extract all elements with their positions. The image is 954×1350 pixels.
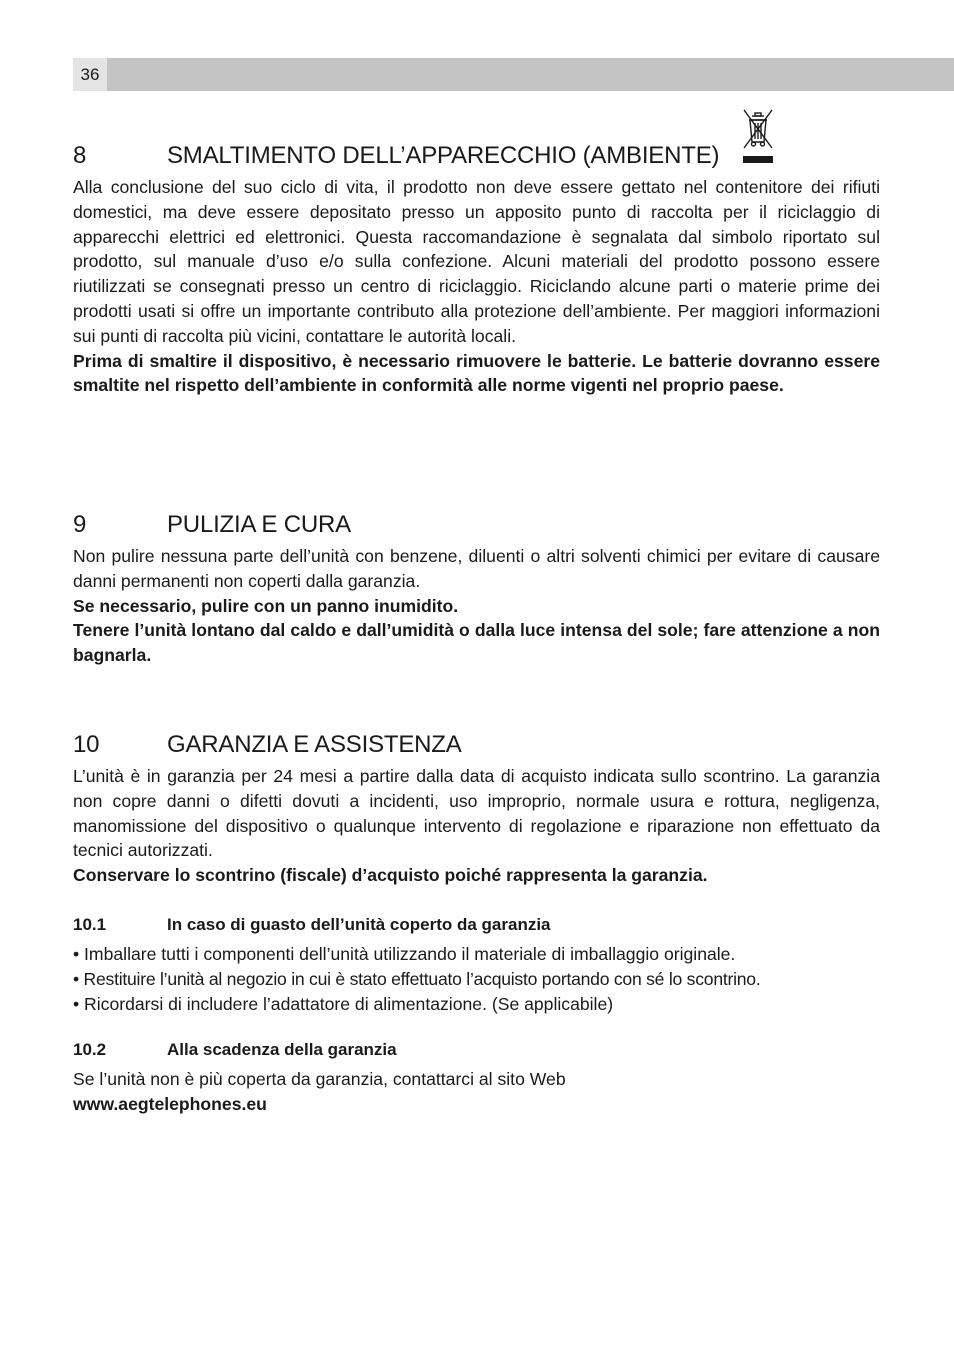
section-10-body: L’unità è in garanzia per 24 mesi a partire dalla data di acquisto indicata sullo scontrino. La garanzia non copre danni o difetti dovuti a incidenti, uso improprio, normale usura e rottura, negligenza, manomissione del dispositivo o qualunque intervento di regolazione e riparazione non effettuato da tecnici autorizzati. bbox=[73, 766, 880, 861]
section-9-body: Non pulire nessuna parte dell’unità con benzene, diluenti o altri solventi chimici per evitare di causare danni permanenti non coperti dalla garanzia. bbox=[73, 546, 880, 591]
section-9-warning: Tenere l’unità lontano dal caldo e dall’umidità o dalla luce intensa del sole; fare attenzione a non bagnarla. bbox=[73, 620, 880, 666]
list-item: • Imballare tutti i componenti dell’unità utilizzando il materiale di imballaggio originale. bbox=[73, 944, 736, 964]
subsection-number: 10.2 bbox=[73, 1040, 107, 1059]
subsection-number: 10.1 bbox=[73, 915, 107, 934]
subsection-10-1 bbox=[73, 913, 880, 1016]
section-number: 9 bbox=[73, 511, 87, 538]
section-8-heading bbox=[73, 141, 880, 171]
section-number: 8 bbox=[73, 142, 87, 169]
subsection-10-2-heading bbox=[73, 1038, 880, 1062]
section-9-heading bbox=[73, 510, 880, 540]
section-8-body: Alla conclusione del suo ciclo di vita, il prodotto non deve essere gettato nel contenitore dei rifiuti domestici, ma deve essere depositato presso un apposito punto di raccolta per il riciclaggio di apparecchi elettrici ed elettronici. Questa raccomandazione è segnalata dal simbolo riportato sul prodotto, sul manuale d’uso e/o sulla confezione. Alcuni materiali del prodotto possono essere riutilizzati se consegnati presso un centro di riciclaggio. Riciclando alcune parti o materie prime dei prodotti usati si offre un importante contributo alla protezione dell’ambiente. Per maggiori informazioni sui punti di raccolta più vicini, contattare le autorità locali. bbox=[73, 177, 880, 346]
list-item: • Ricordarsi di includere l’adattatore di alimentazione. (Se applicabile) bbox=[73, 993, 614, 1014]
website-link[interactable]: www.aegtelephones.eu bbox=[73, 1093, 267, 1114]
section-title: PULIZIA E CURA bbox=[167, 511, 351, 538]
section-title: GARANZIA E ASSISTENZA bbox=[167, 731, 462, 758]
header-bar bbox=[73, 58, 954, 91]
section-9-note: Se necessario, pulire con un panno inumidito. bbox=[73, 595, 459, 616]
section-title: SMALTIMENTO DELL’APPARECCHIO (AMBIENTE) bbox=[167, 142, 720, 169]
section-8 bbox=[73, 141, 880, 398]
section-9 bbox=[73, 510, 880, 668]
section-10-heading bbox=[73, 730, 880, 760]
section-8-warning: Prima di smaltire il dispositivo, è necessario rimuovere le batterie. Le batterie dovranno essere smaltite nel rispetto dell’ambiente in conformità alle norme vigenti nel proprio paese. bbox=[73, 350, 880, 396]
subsection-10-2-body: Se l’unità non è più coperta da garanzia, contattarci al sito Web bbox=[73, 1069, 566, 1089]
subsection-title: In caso di guasto dell’unità coperto da garanzia bbox=[167, 915, 551, 934]
subsection-10-1-heading bbox=[73, 913, 880, 937]
section-number: 10 bbox=[73, 731, 100, 758]
section-10 bbox=[73, 730, 880, 888]
subsection-10-2 bbox=[73, 1038, 880, 1117]
subsection-title: Alla scadenza della garanzia bbox=[167, 1040, 397, 1059]
list-item: • Restituire l’unità al negozio in cui è stato effettuato l’acquisto portando con sé lo scontrino. bbox=[73, 968, 761, 989]
section-10-note: Conservare lo scontrino (fiscale) d’acquisto poiché rappresenta la garanzia. bbox=[73, 865, 708, 886]
page-number: 36 bbox=[73, 58, 107, 91]
